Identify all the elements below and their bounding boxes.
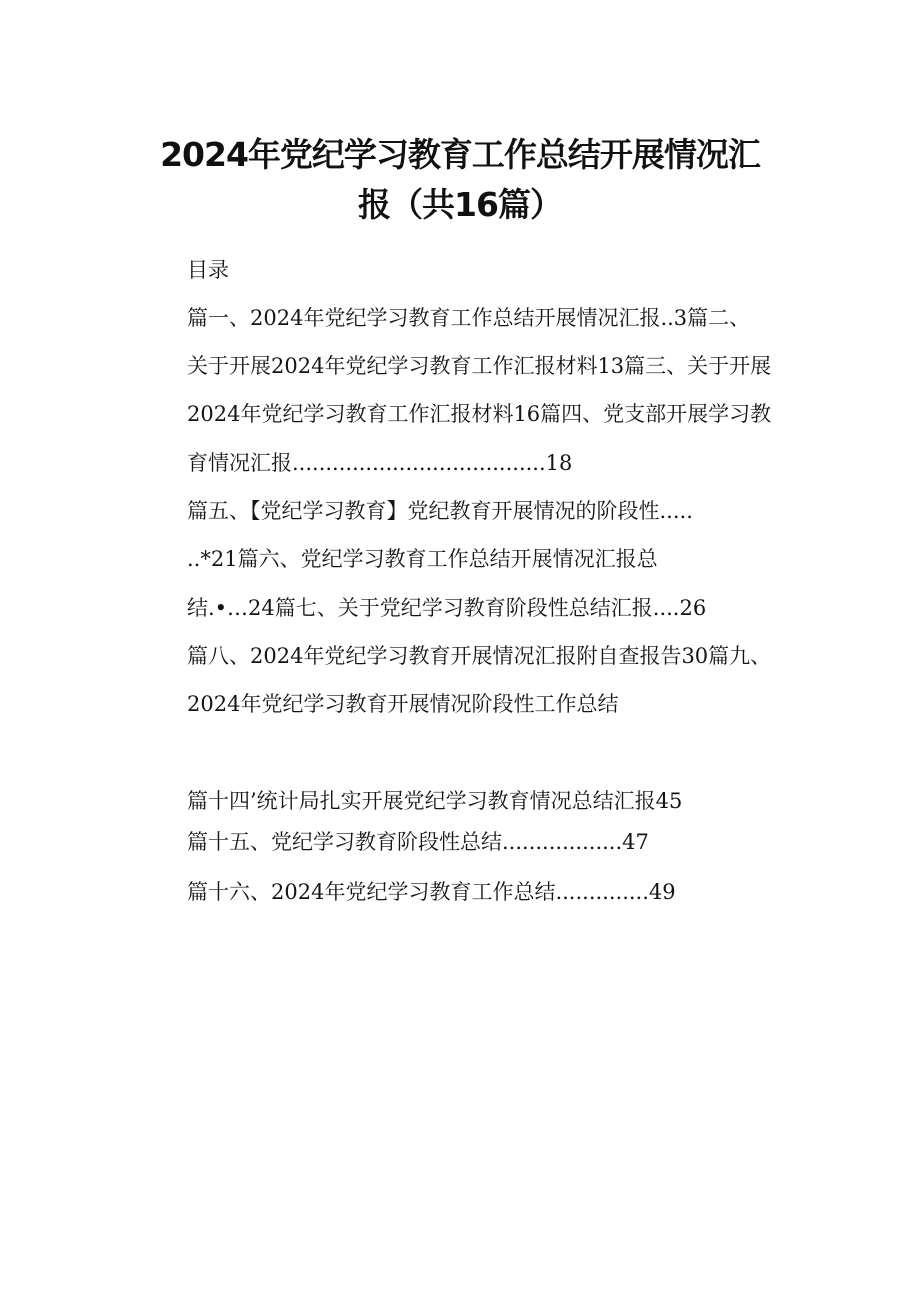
toc-heading: 目录 <box>187 258 229 282</box>
toc-line: 2024年党纪学习教育开展情况阶段性工作总结 <box>187 692 619 716</box>
toc-line: ..*21篇六、党纪学习教育工作总结开展情况汇报总 <box>187 547 658 571</box>
toc-line: 结.•…24篇七、关于党纪学习教育阶段性总结汇报....26 <box>187 596 707 620</box>
document-title-line-1: 2024年党纪学习教育工作总结开展情况汇 <box>160 135 760 174</box>
toc-line: 篇一、2024年党纪学习教育工作总结开展情况汇报..3篇二、 <box>187 306 751 330</box>
toc-line: 育情况汇报......................................18 <box>187 451 573 475</box>
toc-line: 2024年党纪学习教育工作汇报材料16篇四、党支部开展学习教 <box>187 402 772 426</box>
toc-line: 篇十五、党纪学习教育阶段性总结..................47 <box>187 830 649 854</box>
toc-line: 关于开展2024年党纪学习教育工作汇报材料13篇三、关于开展 <box>187 354 772 378</box>
toc-line: 篇八、2024年党纪学习教育开展情况汇报附自查报告30篇九、 <box>187 644 772 668</box>
toc-line: 篇十六、2024年党纪学习教育工作总结..............49 <box>187 880 676 904</box>
toc-line: 篇十四’统计局扎实开展党纪学习教育情况总结汇报45 <box>187 789 683 813</box>
toc-line: 篇五、【党纪学习教育】党纪教育开展情况的阶段性..... <box>187 499 693 523</box>
document-title-line-2: 报（共16篇） <box>358 185 562 224</box>
